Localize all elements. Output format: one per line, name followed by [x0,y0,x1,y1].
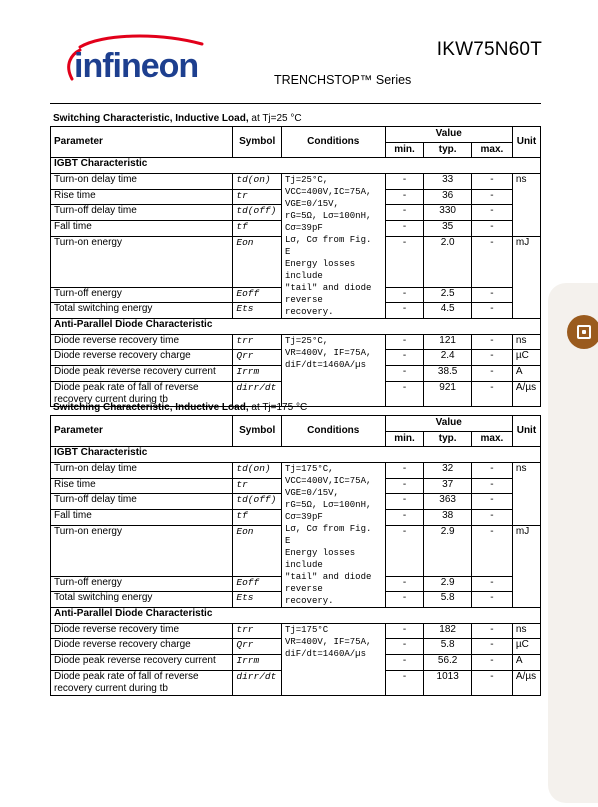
table2-caption [53,402,307,413]
min-cell: - [385,221,424,237]
table-row [51,174,541,190]
symbol-cell: Ets [233,303,282,319]
param-cell: Turn-on energy [51,525,233,576]
min-cell: - [385,510,424,526]
max-cell: - [471,592,512,608]
param-cell: Diode reverse recovery time [51,623,233,639]
header-rule [50,103,541,104]
switching-table-175c [50,415,541,696]
param-cell: Turn-off delay time [51,494,233,510]
param-cell: Total switching energy [51,592,233,608]
max-cell: - [471,350,512,366]
table1-caption [53,113,302,124]
typ-cell: 330 [424,205,471,221]
param-cell: Diode reverse recovery charge [51,350,233,366]
logo-text: infineon [74,47,199,85]
col-parameter: Parameter [51,416,233,447]
symbol-cell: Qrr [233,350,282,366]
symbol-cell: td(off) [233,205,282,221]
min-cell: - [385,670,424,695]
typ-cell: 38 [424,510,471,526]
typ-cell: 32 [424,463,471,479]
typ-cell: 36 [424,189,471,205]
max-cell: - [471,381,512,406]
max-cell: - [471,655,512,671]
conditions-cell: Tj=25°C, VR=400V, IF=75A, diF/dt=1460A/µs [281,334,385,406]
min-cell: - [385,334,424,350]
min-cell: - [385,623,424,639]
unit-cell: ns [512,334,540,350]
typ-cell: 37 [424,478,471,494]
symbol-cell: Irrm [233,366,282,382]
col-unit: Unit [512,127,540,158]
max-cell: - [471,670,512,695]
symbol-cell: trr [233,623,282,639]
param-cell: Turn-off energy [51,287,233,303]
table2-caption-condition: at Tj=175 °C [251,402,308,413]
part-number: IKW75N60T [436,39,542,60]
section-title-igbt: IGBT Characteristic [51,447,541,463]
unit-cell: A [512,655,540,671]
col-typ: typ. [424,142,471,158]
param-cell: Turn-on energy [51,236,233,287]
section-title-diode: Anti-Parallel Diode Characteristic [51,608,541,624]
typ-cell: 2.0 [424,236,471,287]
symbol-cell: Eon [233,236,282,287]
table-row [51,463,541,479]
col-value: Value [385,416,512,432]
symbol-cell: td(on) [233,463,282,479]
max-cell: - [471,623,512,639]
min-cell: - [385,189,424,205]
max-cell: - [471,236,512,287]
table2-caption-title: Switching Characteristic, Inductive Load, [53,402,249,413]
min-cell: - [385,366,424,382]
param-cell: Diode reverse recovery time [51,334,233,350]
min-cell: - [385,494,424,510]
symbol-cell: td(on) [233,174,282,190]
symbol-cell: Irrm [233,655,282,671]
table1-caption-condition: at Tj=25 °C [251,113,302,124]
col-conditions: Conditions [281,127,385,158]
section-title-diode: Anti-Parallel Diode Characteristic [51,319,541,335]
typ-cell: 4.5 [424,303,471,319]
max-cell: - [471,510,512,526]
min-cell: - [385,478,424,494]
col-max: max. [471,142,512,158]
col-conditions: Conditions [281,416,385,447]
series-title: TRENCHSTOP™ Series [274,73,412,87]
typ-cell: 182 [424,623,471,639]
max-cell: - [471,576,512,592]
unit-cell: µC [512,350,540,366]
symbol-cell: tr [233,189,282,205]
infineon-logo [62,34,212,94]
param-cell: Rise time [51,478,233,494]
unit-cell: ns [512,174,540,237]
typ-cell: 363 [424,494,471,510]
typ-cell: 5.8 [424,639,471,655]
max-cell: - [471,639,512,655]
min-cell: - [385,576,424,592]
param-cell: Total switching energy [51,303,233,319]
symbol-cell: dirr/dt [233,381,282,406]
col-symbol: Symbol [233,416,282,447]
conditions-cell: Tj=175°C, VCC=400V,IC=75A, VGE=0/15V, rG=5Ω, Lσ=100nH, Cσ=39pF Lσ, Cσ from Fig. E Energy losses include "tail" and diode reverse recovery. [281,463,385,608]
param-cell: Diode peak rate of fall of reverse recovery current during tb [51,670,233,695]
symbol-cell: Eoff [233,576,282,592]
max-cell: - [471,494,512,510]
col-parameter: Parameter [51,127,233,158]
symbol-cell: tf [233,221,282,237]
typ-cell: 5.8 [424,592,471,608]
switching-table-25c [50,126,541,407]
typ-cell: 2.9 [424,576,471,592]
param-cell: Turn-on delay time [51,174,233,190]
col-max: max. [471,431,512,447]
col-unit: Unit [512,416,540,447]
max-cell: - [471,525,512,576]
typ-cell: 56.2 [424,655,471,671]
typ-cell: 2.5 [424,287,471,303]
param-cell: Fall time [51,510,233,526]
param-cell: Diode peak reverse recovery current [51,655,233,671]
conditions-cell: Tj=25°C, VCC=400V,IC=75A, VGE=0/15V, rG=5Ω, Lσ=100nH, Cσ=39pF Lσ, Cσ from Fig. E Energy losses include "tail" and diode reverse recovery. [281,174,385,319]
symbol-cell: Ets [233,592,282,608]
section-title-igbt: IGBT Characteristic [51,158,541,174]
min-cell: - [385,463,424,479]
typ-cell: 121 [424,334,471,350]
min-cell: - [385,236,424,287]
max-cell: - [471,205,512,221]
min-cell: - [385,350,424,366]
max-cell: - [471,334,512,350]
symbol-cell: Eoff [233,287,282,303]
typ-cell: 38.5 [424,366,471,382]
symbol-cell: Eon [233,525,282,576]
col-value: Value [385,127,512,143]
min-cell: - [385,525,424,576]
unit-cell: mJ [512,525,540,607]
param-cell: Turn-off energy [51,576,233,592]
conditions-cell: Tj=175°C VR=400V, IF=75A, diF/dt=1460A/µs [281,623,385,695]
symbol-cell: dirr/dt [233,670,282,695]
max-cell: - [471,189,512,205]
side-panel [548,283,598,803]
table-row [51,623,541,639]
unit-cell: A/µs [512,381,540,406]
symbol-cell: td(off) [233,494,282,510]
col-symbol: Symbol [233,127,282,158]
symbol-cell: trr [233,334,282,350]
param-cell: Turn-off delay time [51,205,233,221]
param-cell: Diode reverse recovery charge [51,639,233,655]
max-cell: - [471,174,512,190]
max-cell: - [471,463,512,479]
typ-cell: 921 [424,381,471,406]
col-typ: typ. [424,431,471,447]
param-cell: Turn-on delay time [51,463,233,479]
typ-cell: 1013 [424,670,471,695]
unit-cell: µC [512,639,540,655]
symbol-cell: tf [233,510,282,526]
min-cell: - [385,592,424,608]
param-cell: Diode peak rate of fall of reverse recovery current during tb [51,381,233,406]
typ-cell: 2.9 [424,525,471,576]
typ-cell: 35 [424,221,471,237]
typ-cell: 2.4 [424,350,471,366]
max-cell: - [471,478,512,494]
param-cell: Rise time [51,189,233,205]
unit-cell: ns [512,463,540,526]
max-cell: - [471,366,512,382]
typ-cell: 33 [424,174,471,190]
max-cell: - [471,287,512,303]
unit-cell: ns [512,623,540,639]
min-cell: - [385,655,424,671]
max-cell: - [471,221,512,237]
symbol-cell: Qrr [233,639,282,655]
col-min: min. [385,431,424,447]
min-cell: - [385,174,424,190]
param-cell: Fall time [51,221,233,237]
unit-cell: mJ [512,236,540,318]
min-cell: - [385,381,424,406]
camera-button[interactable] [567,315,598,349]
min-cell: - [385,303,424,319]
unit-cell: A/µs [512,670,540,695]
unit-cell: A [512,366,540,382]
param-cell: Diode peak reverse recovery current [51,366,233,382]
table2-body [51,447,541,695]
min-cell: - [385,639,424,655]
table-row [51,334,541,350]
min-cell: - [385,205,424,221]
col-min: min. [385,142,424,158]
symbol-cell: tr [233,478,282,494]
min-cell: - [385,287,424,303]
table1-caption-title: Switching Characteristic, Inductive Load, [53,113,249,124]
max-cell: - [471,303,512,319]
table1-body [51,158,541,406]
